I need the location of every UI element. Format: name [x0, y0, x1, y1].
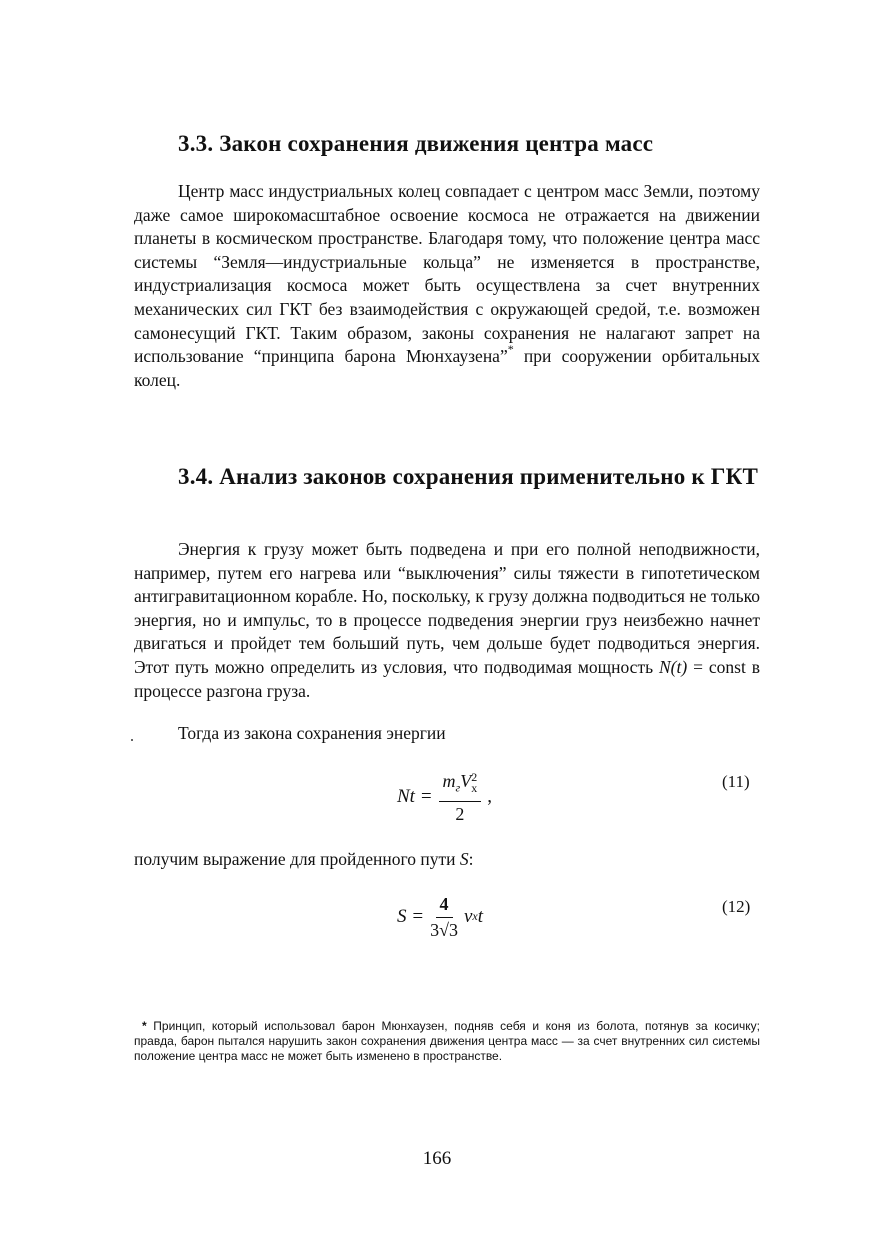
velocity-superscript: 2 — [471, 769, 478, 784]
equation-12 — [397, 893, 483, 940]
inline-formula: N(t) — [658, 656, 688, 677]
equation-11-comma: , — [487, 785, 492, 807]
scan-artifact — [131, 739, 133, 741]
velocity-indices — [471, 769, 478, 795]
paragraph-text: получим выражение для пройденного пути — [134, 849, 460, 869]
footnote-reference-marker: * — [507, 342, 514, 357]
velocity-symbol: V — [460, 771, 472, 791]
page-number: 166 — [422, 1148, 452, 1169]
velocity-subscript: x — [471, 780, 478, 795]
equation-12-lhs: S = — [397, 905, 425, 927]
time-symbol: t — [477, 905, 484, 927]
section-3-4-paragraph-3 — [134, 848, 760, 872]
velocity-subscript: x — [472, 909, 478, 923]
paragraph-colon: : — [468, 849, 474, 869]
mass-subscript: г — [455, 780, 461, 795]
section-3-4-paragraph-2: Тогда из закона сохранения энергии — [178, 723, 446, 743]
velocity-symbol: v — [463, 905, 473, 927]
footnote-text: Принцип, который использовал барон Мюнхаузен, подняв себя и коня из болота, потянув за косичку; правда, барон пытался нарушить закон сохранения движения центра масс — за счет внутренних сил системы положение центра масс не может быть изменено в пространстве. — [134, 1019, 760, 1063]
section-heading-3-4: 3.4. Анализ законов сохранения применительно к ГКТ — [178, 464, 758, 489]
equation-12-fraction — [430, 893, 458, 940]
paragraph-text-end: = const в процессе разгона груза. — [134, 656, 760, 701]
equation-11-denominator: 2 — [455, 803, 465, 824]
equation-12-denominator: 3√3 — [430, 920, 458, 940]
equation-11-numerator — [439, 770, 482, 802]
footnote-marker: * — [142, 1019, 147, 1033]
mass-symbol: m — [442, 771, 456, 791]
paragraph-text: Центр масс индустриальных колец совпадает с центром масс Земли, поэтому даже самое широкомасштабное освоение космоса не отражается на движении планеты в космическом пространстве. Благодаря тому, что положение центра масс системы “Земля—индустриальные кольца” не изменяется в пространстве, индустриализация космоса может быть осуществлена за счет внутренних механических сил ГКТ без взаимодействия с окружающей средой, т.е. возможен самонесущий ГКТ. Таким образом, законы сохранения не налагают запрет на использование “принципа барона Мюнхаузена” — [134, 181, 760, 367]
section-3-3-paragraph — [134, 180, 760, 392]
paragraph-text: Энергия к грузу может быть подведена и при его полной неподвижности, например, путем его нагрева или “выключения” силы тяжести в гипотетическом антигравитационном корабле. Но, поскольку, к грузу должна подводиться не только энергия, но и импульс, то в процессе подведения энергии груз неизбежно начнет двигаться и пройдет тем больший путь, чем дольше будет подводиться энергия. Этот путь можно определить из условия, что подводимая мощность — [134, 539, 760, 677]
equation-11-fraction — [439, 770, 482, 824]
footnote — [134, 1019, 760, 1064]
equation-11-number: (11) — [722, 772, 750, 791]
path-variable: S — [459, 849, 469, 869]
equation-11-lhs: Nt = — [397, 785, 433, 807]
section-heading-3-3: 3.3. Закон сохранения движения центра масс — [178, 131, 654, 156]
section-3-4-paragraph-1 — [134, 538, 760, 703]
equation-11 — [397, 770, 492, 824]
equation-12-number: (12) — [722, 897, 751, 916]
equation-12-numerator: 4 — [436, 893, 453, 918]
paragraph-text-end: при сооружении орбитальных колец. — [134, 346, 760, 390]
